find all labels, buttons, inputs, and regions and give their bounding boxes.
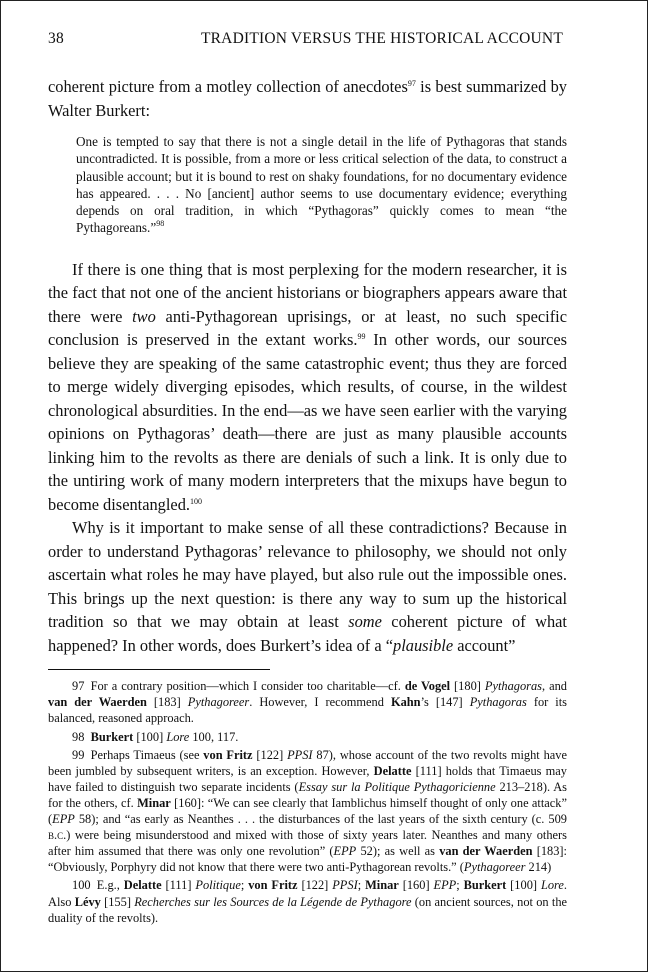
note-text: [111] [161, 878, 196, 893]
note-text: 87), whose account of the two revolts might have been jumbled by subsequent writers, is an exception. However, [48, 747, 567, 778]
cited-title: Recherches sur les Sources de la Légende de Pythagore [134, 894, 412, 909]
block-quote [76, 133, 567, 237]
running-title: TRADITION VERSUS THE HISTORICAL ACCOUNT [200, 30, 563, 47]
note-text: [180] [450, 679, 485, 694]
cited-title: Lore [166, 729, 190, 744]
paragraph-text: account” [453, 635, 516, 655]
note-text: [100] [133, 729, 167, 744]
paragraph-text: coherent picture of what happened? In other words, does Burkert’s idea of a “ [48, 612, 567, 655]
paragraph-continued [48, 75, 567, 122]
cited-title: Pythagoras [469, 695, 527, 710]
footnote-98 [48, 729, 567, 745]
paragraph-text: anti-Pythagorean uprisings, or at least, no such specific conclusion is preserved in the extant works. [48, 306, 567, 350]
cited-title: Pythagoreer [463, 860, 526, 875]
cited-author: Delatte [373, 763, 412, 778]
cited-author: Kahn [390, 695, 421, 710]
cited-title: PPSI [332, 878, 358, 893]
page-content [48, 75, 567, 928]
cited-title: EPP [333, 844, 357, 859]
note-text: , and [542, 679, 567, 694]
footnote-97 [48, 678, 567, 726]
paragraph-text: Why is it important to make sense of all these contradictions? Because in order to understand Pythagoras’ relevance to philosophy, we should not only ascertain what roles he may have played, but also rule out the impossible ones. This brings up the next question: is there any way to sum up the historical tradition so that we may obtain at least [48, 518, 567, 632]
cited-title: EPP [52, 812, 75, 827]
footnote-number: 100 [72, 878, 91, 893]
note-text: ; [240, 878, 249, 893]
cited-author: Minar [365, 878, 399, 893]
cited-title: EPP [433, 878, 457, 893]
paragraph-text: In other words, our sources believe they are speaking of the same catastrophic event; thus they are forced to merge widely diverging episodes, which results, of course, in the wildest chronological absurdities. In the end—as we have seen earlier with the varying opinions on Pythagoras’ death—there are just as many plausible accounts linking him to the revolts as there are denials of such a link. It is only due to the untiring work of many modern interpreters that the mixups have begun to become disentangled. [48, 330, 567, 514]
note-text: [183] [146, 695, 188, 710]
cited-author: von Fritz [248, 878, 298, 893]
footnote-ref-100: 100 [190, 496, 203, 506]
cited-author: van der Waerden [48, 695, 147, 710]
footnote-number: 98 [72, 729, 85, 744]
cited-author: van der Waerden [439, 844, 533, 859]
emphasis: two [132, 306, 156, 326]
note-text: ) were being misunderstood and mixed with those of sixty years later. Neanthes and many others after him assumed that there was only one revolution” ( [48, 828, 567, 859]
cited-author: Lévy [74, 894, 101, 909]
note-text: [155] [100, 894, 135, 909]
note-text: 214) [525, 860, 552, 875]
era-abbrev: b.c. [48, 828, 67, 843]
cited-author: Burkert [463, 878, 507, 893]
note-text: ’s [147] [420, 695, 470, 710]
footnote-ref-99: 99 [357, 332, 366, 342]
footnote-ref-97: 97 [407, 79, 416, 88]
note-text: For a contrary position—which I consider too charitable—cf. [90, 679, 405, 694]
cited-author: Delatte [123, 878, 162, 893]
paragraph-text: is best summarized by Walter Burkert: [48, 77, 567, 120]
footnote-number: 99 [72, 747, 85, 762]
footnote-ref-98: 98 [156, 219, 165, 229]
cited-author: Minar [137, 795, 171, 810]
note-text: (on ancient sources, not on the duality of the revolts). [48, 894, 568, 925]
note-text: [160] [398, 878, 434, 893]
footnote-100 [48, 877, 567, 925]
note-text: Perhaps Timaeus (see [90, 747, 204, 762]
cited-title: Lore [540, 878, 564, 893]
note-text: [111] holds that Timaeus may have failed to distinguish two separate incidents ( [48, 763, 567, 794]
note-text: 100, 117. [189, 729, 239, 744]
cited-title: Essay sur la Politique Pythagoricienne [298, 779, 496, 794]
note-text: ; [456, 878, 464, 893]
quote-text: One is tempted to say that there is not a single detail in the life of Pythagoras that stands uncontradicted. It is possible, from a more or less critical selection of the data, to construct a plausible account; but it is bound to rest on shaky foundations, for no documentary evidence has appeared. . . . No [ancient] author seems to use documentary evidence; everything depends on oral tradition, in which “Pythagoras” quickly comes to mean “the Pythagoreans.” [76, 134, 567, 236]
cited-title: Pythagoras [484, 679, 543, 694]
footnote-99 [48, 747, 567, 876]
note-text: . Also [48, 878, 568, 909]
note-text: E.g., [96, 878, 124, 893]
page-number: 38 [48, 30, 64, 47]
paragraph-text: If there is one thing that is most perplexing for the modern researcher, it is the fact that not one of the ancient historians or biographers appears aware that there were [48, 259, 567, 326]
emphasis: plausible [393, 635, 454, 655]
paragraph-perplexing [48, 258, 567, 517]
paragraph-text: coherent picture from a motley collection of anecdotes [48, 77, 408, 96]
note-text: 58); and “as early as Neanthes . . . the disturbances of the last years of the sixth century (c. 509 [74, 812, 567, 827]
cited-title: PPSI [287, 747, 313, 762]
cited-author: de Vogel [404, 679, 451, 694]
note-text: [122] [297, 878, 333, 893]
running-header [48, 30, 563, 48]
cited-author: Burkert [90, 729, 134, 744]
note-text: ; [357, 878, 366, 893]
footnotes [48, 678, 567, 925]
note-text: [183]: “Obviously, Porphyry did not know that there were two anti-Pythagorean revolts.” ( [48, 844, 567, 875]
footnote-rule [48, 669, 270, 670]
cited-author: von Fritz [203, 747, 253, 762]
note-text: for its balanced, reasoned approach. [48, 695, 567, 726]
note-text: [122] [252, 747, 288, 762]
emphasis: some [348, 612, 382, 632]
cited-title: Pythagoreer [187, 695, 250, 710]
note-text: 52); as well as [356, 844, 440, 859]
cited-title: Politique [195, 878, 241, 893]
note-text: . However, I recommend [249, 695, 391, 710]
note-text: [160]: “We can see clearly that Iamblichus himself thought of only one attack” ( [48, 795, 567, 827]
note-text: 213–218). As for the others, cf. [48, 779, 568, 810]
note-text: [100] [506, 878, 541, 893]
paragraph-contradictions [48, 516, 567, 657]
footnote-number: 97 [72, 679, 85, 694]
